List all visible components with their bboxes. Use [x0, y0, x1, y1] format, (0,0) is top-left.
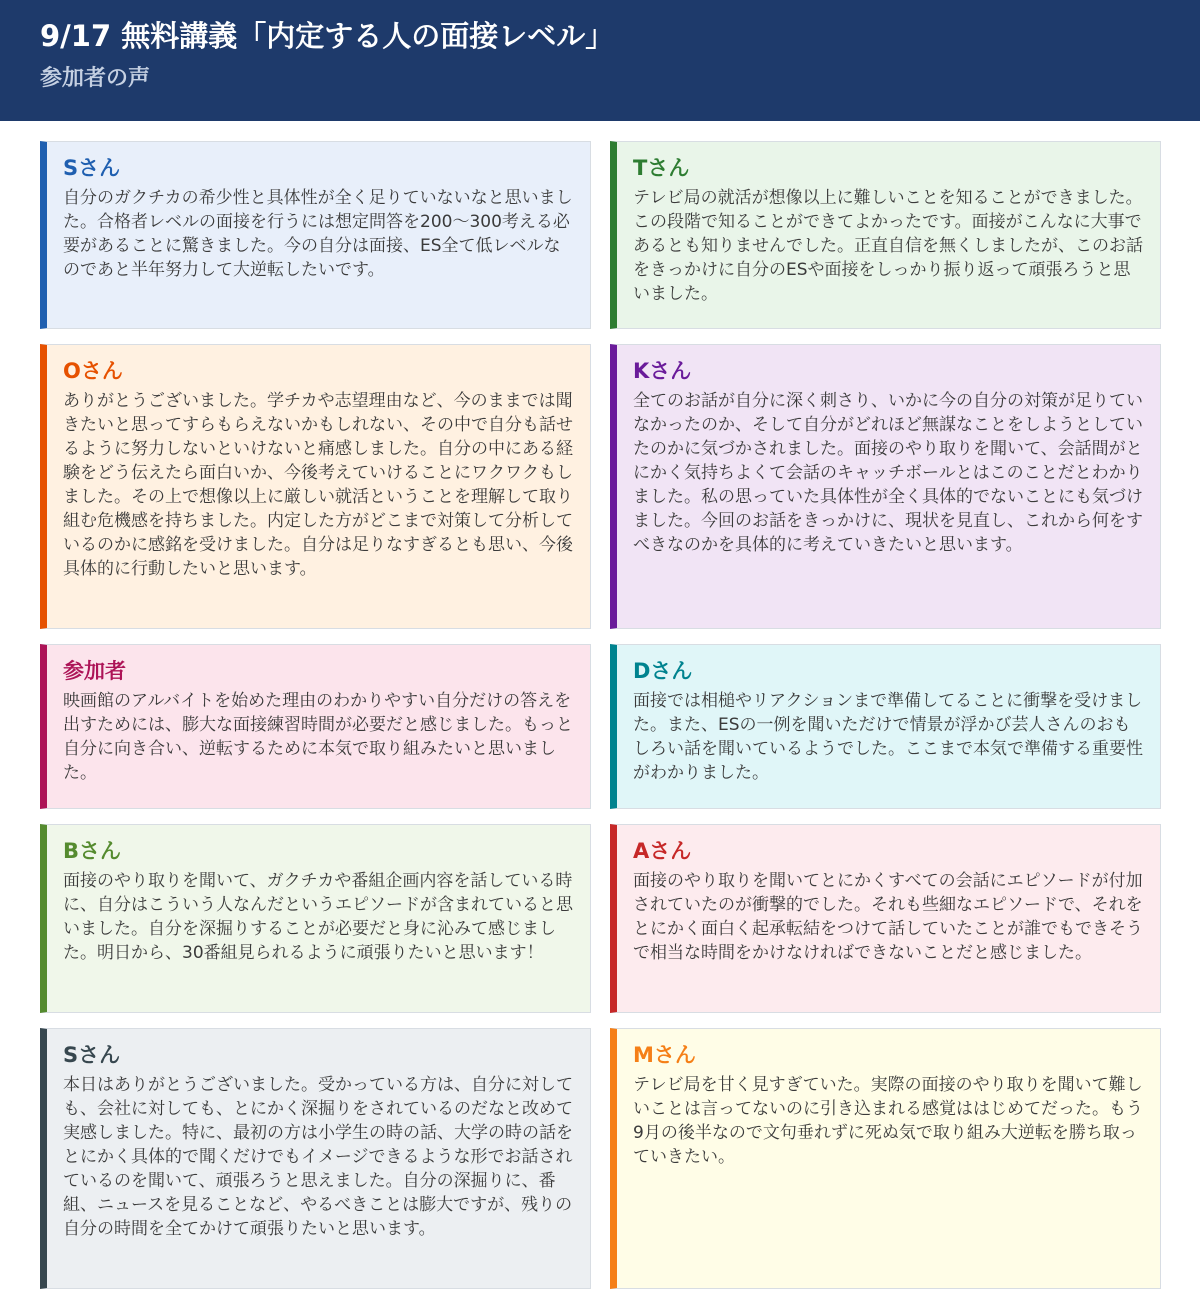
testimonial-card [610, 644, 1161, 809]
testimonial-card [40, 644, 591, 809]
testimonial-text: 面接では相槌やリアクションまで準備してることに衝撃を受けました。また、ESの一例を聞いただけで情景が浮かび芸人さんのおもしろい話を聞いているようでした。ここまで本気で準備する重要性がわかりました。 [633, 691, 1143, 783]
testimonial-author: Aさん [633, 839, 692, 863]
testimonial-author: Tさん [633, 156, 690, 180]
testimonial-card [610, 344, 1161, 629]
testimonial-text: 自分のガクチカの希少性と具体性が全く足りていないなと思いました。合格者レベルの面接を行うには想定問答を200〜300考える必要があることに驚きました。今の自分は面接、ES全て低レベルなのであと半年努力して大逆転したいです。 [63, 188, 573, 280]
testimonial-author: Sさん [63, 156, 121, 180]
testimonial-card [40, 141, 591, 329]
testimonial-author: 参加者 [63, 659, 126, 683]
testimonial-author: Mさん [633, 1043, 696, 1067]
testimonial-text: テレビ局の就活が想像以上に難しいことを知ることができました。この段階で知ることができてよかったです。面接がこんなに大事であるとも知りませんでした。正直自信を無くしましたが、このお話をきっかけに自分のESや面接をしっかり振り返って頑張ろうと思いました。 [633, 188, 1143, 304]
testimonial-text: 面接のやり取りを聞いて、ガクチカや番組企画内容を話している時に、自分はこういう人なんだというエピソードが含まれていると思いました。自分を深掘りすることが必要だと身に沁みて感じました。明日から、30番組見られるように頑張りたいと思います！ [63, 871, 573, 963]
testimonial-text: 面接のやり取りを聞いてとにかくすべての会話にエピソードが付加されていたのが衝撃的でした。それも些細なエピソードで、それをとにかく面白く起承転結をつけて話していたことが誰でもできそうで相当な時間をかけなければできないことだと感じました。 [633, 871, 1143, 963]
testimonial-card [40, 344, 591, 629]
page-title: 9/17 無料講義「内定する人の面接レベル」 [40, 19, 615, 53]
page-header [0, 0, 1200, 121]
testimonial-text: 全てのお話が自分に深く刺さり、いかに今の自分の対策が足りていなかったのか、そして自分がどれほど無謀なことをしようとしていたのかに気づかされました。面接のやり取りを聞いて、会話間がとにかく気持ちよくて会話のキャッチボールとはこのことだとわかりました。私の思っていた具体性が全く具体的でないことにも気づけました。今回のお話をきっかけに、現状を見直し、これから何をすべきなのかを具体的に考えていきたいと思います。 [633, 391, 1143, 555]
testimonial-card [610, 1028, 1161, 1289]
testimonial-text: テレビ局を甘く見すぎていた。実際の面接のやり取りを聞いて難しいことは言ってないのに引き込まれる感覚ははじめてだった。もう9月の後半なので文句垂れずに死ぬ気で取り組み大逆転を勝ち取っていきたい。 [633, 1075, 1143, 1167]
testimonial-author: Sさん [63, 1043, 121, 1067]
testimonial-card [610, 824, 1161, 1013]
testimonial-text: 映画館のアルバイトを始めた理由のわかりやすい自分だけの答えを出すためには、膨大な面接練習時間が必要だと感じました。もっと自分に向き合い、逆転するために本気で取り組みたいと思いました。 [63, 691, 573, 783]
testimonial-author: Oさん [63, 359, 123, 383]
testimonial-author: Kさん [633, 359, 692, 383]
testimonial-card [40, 1028, 591, 1289]
testimonial-text: 本日はありがとうございました。受かっている方は、自分に対しても、会社に対しても、とにかく深掘りをされているのだなと改めて実感しました。特に、最初の方は小学生の時の話、大学の時の話をとにかく具体的で聞くだけでもイメージできるような形でお話されているのを聞いて、頑張ろうと思えました。自分の深掘りに、番組、ニュースを見ることなど、やるべきことは膨大ですが、残りの自分の時間を全てかけて頑張りたいと思います。 [63, 1075, 573, 1239]
testimonial-text: ありがとうございました。学チカや志望理由など、今のままでは聞きたいと思ってすらもらえないかもしれない、その中で自分も話せるように努力しないといけないと痛感しました。自分の中にある経験をどう伝えたら面白いか、今後考えていけることにワクワクもしました。その上で想像以上に厳しい就活ということを理解して取り組む危機感を持ちました。内定した方がどこまで対策して分析しているのかに感銘を受けました。自分は足りなすぎるとも思い、今後具体的に行動したいと思います。 [63, 391, 573, 579]
testimonial-author: Dさん [633, 659, 693, 683]
testimonial-card [610, 141, 1161, 329]
testimonial-card [40, 824, 591, 1013]
testimonial-author: Bさん [63, 839, 122, 863]
page-subtitle: 参加者の声 [40, 66, 151, 91]
testimonial-grid [0, 121, 1200, 1308]
